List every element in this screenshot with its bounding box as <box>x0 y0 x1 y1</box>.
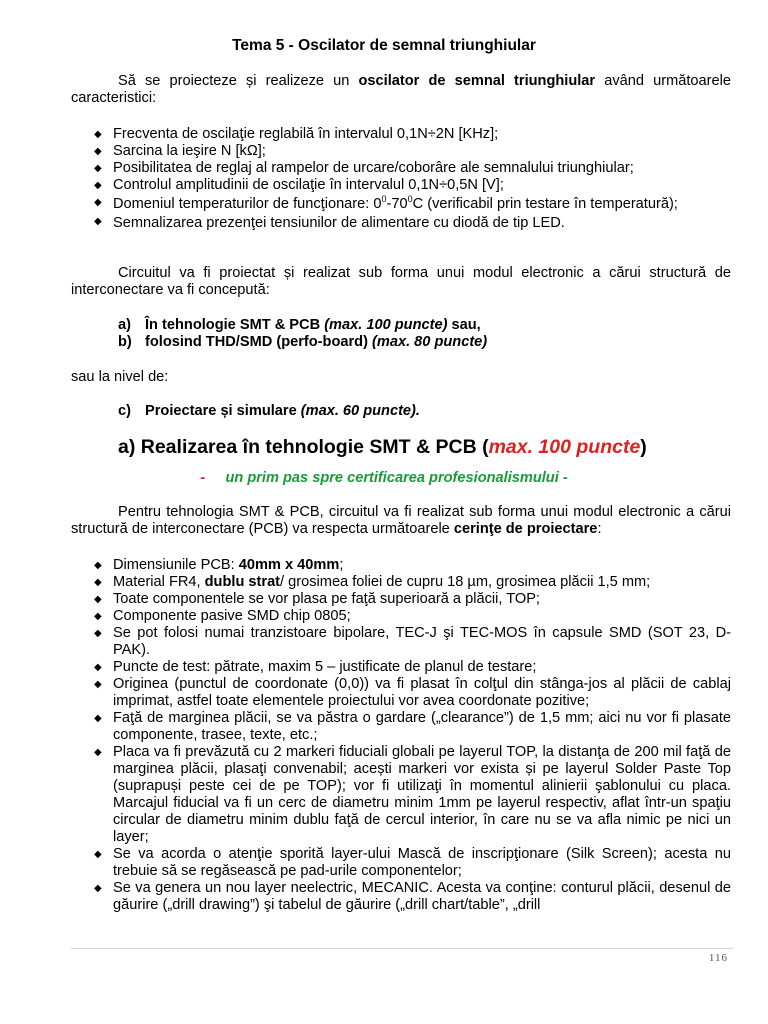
page-number: 116 <box>708 952 728 964</box>
option-c: c) Proiectare și simulare (max. 60 puncte). <box>118 403 420 419</box>
list-item: ◆ Controlul amplitudinii de oscilaţie în intervalul 0,1N÷0,5N [V]; <box>94 177 504 193</box>
page-title: Tema 5 - Oscilator de semnal triunghiular <box>232 37 536 54</box>
section-heading: a) Realizarea în tehnologie SMT & PCB (max. 100 puncte) <box>118 436 647 458</box>
diamond-bullet-icon: ◆ <box>94 662 102 673</box>
list-item: ◆ Semnalizarea prezenţei tensiunilor de alimentare cu diodă de tip LED. <box>94 215 565 231</box>
section-subtitle: - un prim pas spre certificarea profesionalismului - <box>200 470 568 486</box>
footer-divider <box>71 948 733 949</box>
diamond-bullet-icon: ◆ <box>94 180 102 191</box>
list-item: ◆ Componente pasive SMD chip 0805; <box>94 608 351 624</box>
list-item: ◆ Placa va fi prevăzută cu 2 markeri fiduciali globali pe layerul TOP, la distanţa de 200 mil faţă de marginea plăcii, plasaţi convenabil; acești markeri vor exista și pe layerul Solder Paste Top (suprapuși peste cei de pe TOP); vor fi utilizaţi în momentul alinierii şablonului cu placa. Marcajul fiducial va fi un cerc de diametru minim 1mm pe layerul respectiv, aflat într-un spaţiu circular de diametru minim dublu faţă de cercul interior, în care nu se va afla nimic pe nici un layer; <box>94 744 731 845</box>
diamond-bullet-icon: ◆ <box>94 197 102 208</box>
intro-text-end: având următoarele caracteristici: <box>71 73 731 106</box>
diamond-bullet-icon: ◆ <box>94 594 102 605</box>
list-item: ◆ Se va acorda o atenţie sporită layer-ului Mască de inscripţionare (Silk Screen); acesta nu trebuie să se regăsească pe pad-urile componentelor; <box>94 846 731 879</box>
list-item: ◆ Posibilitatea de reglaj al rampelor de urcare/coborâre ale semnalului triunghiular; <box>94 160 634 176</box>
diamond-bullet-icon: ◆ <box>94 611 102 622</box>
diamond-bullet-icon: ◆ <box>94 577 102 588</box>
list-item: ◆ Material FR4, dublu strat/ grosimea foliei de cupru 18 µm, grosimea plăcii 1,5 mm; <box>94 574 651 590</box>
diamond-bullet-icon: ◆ <box>94 713 102 724</box>
list-item: ◆ Faţă de marginea plăcii, se va păstra o gardare („clearance”) de 1,5 mm; aici nu vor fi plasate componente, trasee, texte, etc.; <box>94 710 731 743</box>
or-text: sau la nivel de: <box>71 369 169 385</box>
list-item: ◆ Dimensiunile PCB: 40mm x 40mm; <box>94 557 344 573</box>
list-item: ◆ Domeniul temperaturilor de funcţionare: $0^0-70^0C$ (verificabil prin testare în temperatură); <box>94 194 678 212</box>
option-a: a) În tehnologie SMT & PCB (max. 100 puncte) sau, <box>118 317 481 333</box>
intro-paragraph <box>71 73 731 107</box>
diamond-bullet-icon: ◆ <box>94 560 102 571</box>
list-item: ◆ Sarcina la ieşire N [kΩ]; <box>94 143 266 159</box>
list-item: ◆ Frecventa de oscilaţie reglabilă în intervalul 0,1N÷2N [KHz]; <box>94 126 499 142</box>
diamond-bullet-icon: ◆ <box>94 628 102 639</box>
smt-paragraph: Pentru tehnologia SMT & PCB, circuitul va fi realizat sub forma unui modul electronic a cărui structură de interconectare (PCB) va respecta următoarele cerinţe de proiectare: <box>71 504 731 537</box>
diamond-bullet-icon: ◆ <box>94 163 102 174</box>
diamond-bullet-icon: ◆ <box>94 883 102 894</box>
list-item: ◆ Se pot folosi numai tranzistoare bipolare, TEC-J şi TEC-MOS în capsule SMD (SOT 23, D-PAK). <box>94 625 731 658</box>
intro-text: Să se proiecteze și realizeze un <box>118 73 359 89</box>
list-item: ◆ Originea (punctul de coordonate (0,0)) va fi plasat în colţul din stânga-jos al plăcii de cablaj imprimat, astfel toate elementele proiectului vor avea coordonate pozitive; <box>94 676 731 709</box>
diamond-bullet-icon: ◆ <box>94 129 102 140</box>
feature-list <box>94 126 731 232</box>
diamond-bullet-icon: ◆ <box>94 849 102 860</box>
diamond-bullet-icon: ◆ <box>94 216 102 227</box>
circuit-paragraph: Circuitul va fi proiectat și realizat sub forma unui modul electronic a cărui structură de interconectare va fi concepută: <box>71 265 731 298</box>
diamond-bullet-icon: ◆ <box>94 747 102 758</box>
diamond-bullet-icon: ◆ <box>94 679 102 690</box>
diamond-bullet-icon: ◆ <box>94 146 102 157</box>
list-item: ◆ Puncte de test: pătrate, maxim 5 – justificate de planul de testare; <box>94 659 537 675</box>
intro-bold: oscilator de semnal triunghiular <box>358 73 596 89</box>
list-item: ◆ Se va genera un nou layer neelectric, MECANIC. Acesta va conţine: conturul plăcii, desenul de găurire („drill drawing”) şi tabelul de găurire („drill chart/table”, „drill <box>94 880 731 913</box>
list-item: ◆ Toate componentele se vor plasa pe faţă superioară a plăcii, TOP; <box>94 591 540 607</box>
option-b: b) folosind THD/SMD (perfo-board) (max. 80 puncte) <box>118 334 488 350</box>
requirements-list <box>94 557 731 914</box>
